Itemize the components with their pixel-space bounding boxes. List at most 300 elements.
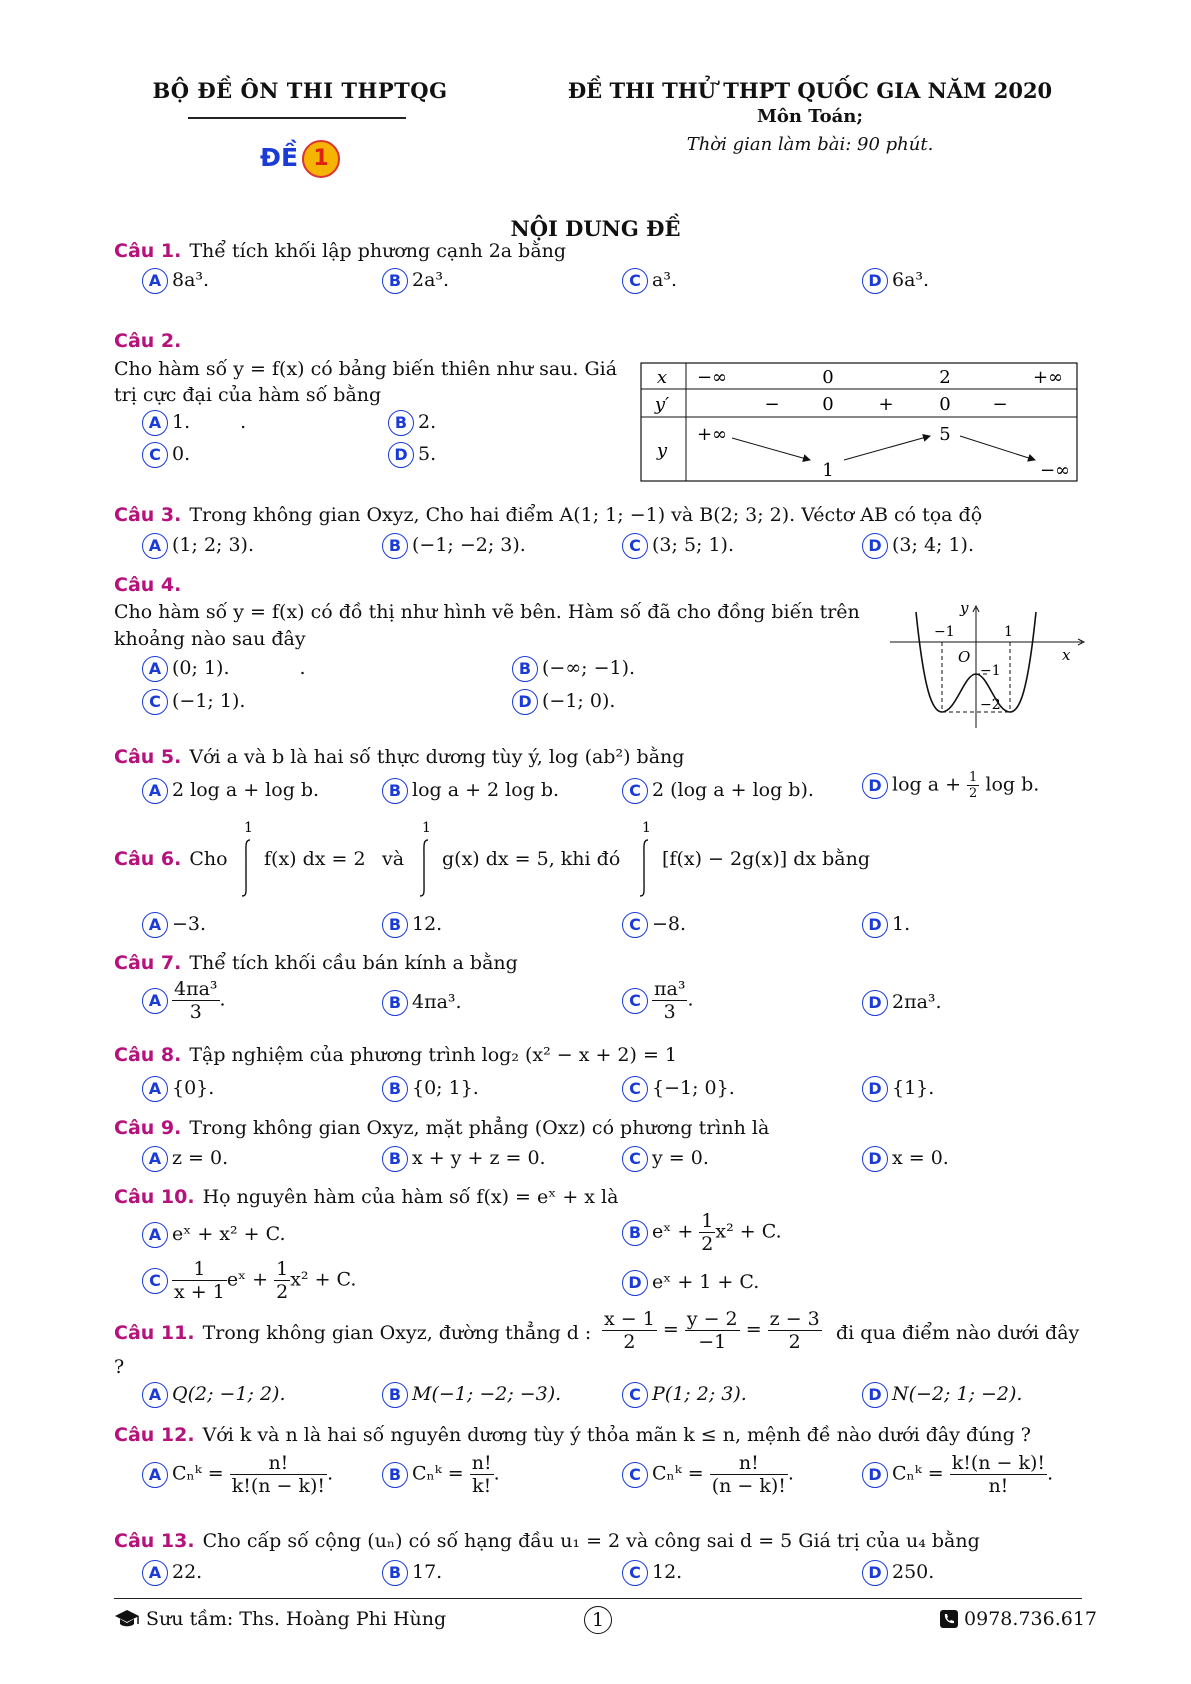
numerator: 1 (276, 1258, 289, 1280)
denominator: (n − k)! (711, 1475, 786, 1497)
option-text: x = 0. (892, 1147, 949, 1169)
q11-option-a[interactable] (142, 1382, 286, 1408)
question-11 (114, 1322, 591, 1344)
footer-author (114, 1608, 446, 1630)
option-letter: B (382, 912, 408, 938)
x-axis-label: x (1062, 646, 1071, 664)
integral-2: g(x) dx = 5, khi đó (442, 848, 621, 870)
question-text: Với a và b là hai số thực dương tùy ý, log (ab²) bằng (189, 746, 685, 768)
question-label: Câu 12. (114, 1424, 195, 1446)
option-letter: C (622, 988, 648, 1014)
q13-option-a[interactable] (142, 1560, 202, 1586)
option-letter: C (622, 1462, 648, 1488)
option-text: log b. (979, 773, 1040, 796)
q5-option-b[interactable] (382, 778, 559, 804)
q7-option-a[interactable] (142, 978, 226, 1023)
option-letter: A (142, 410, 168, 436)
q4-option-a[interactable] (142, 656, 306, 682)
option-letter: D (862, 773, 888, 799)
decrease-arrow (732, 438, 810, 460)
q9-option-d[interactable] (862, 1146, 949, 1172)
option-letter: A (142, 1382, 168, 1408)
punctuation: . (687, 988, 694, 1011)
option-letter: A (142, 533, 168, 559)
option-text: −3. (172, 913, 207, 935)
header-time: Thời gian làm bài: 90 phút. (686, 134, 934, 155)
y-axis-label: y (960, 600, 969, 617)
option-letter: C (622, 533, 648, 559)
numerator: 4πa³ (174, 978, 218, 1000)
question-13 (114, 1530, 980, 1552)
question-5 (114, 746, 684, 768)
q6-option-c[interactable] (622, 912, 686, 938)
integral-stroke (420, 840, 428, 896)
question-label: Câu 13. (114, 1530, 195, 1552)
q4-option-b[interactable] (512, 656, 635, 682)
option-letter: A (142, 1560, 168, 1586)
option-letter: B (382, 1560, 408, 1586)
equals: = (662, 1318, 679, 1341)
question-8 (114, 1044, 677, 1066)
q12-option-a[interactable] (142, 1452, 333, 1497)
option-text: (−1; 1). (172, 690, 246, 712)
option-text: eˣ + 1 + C. (652, 1271, 760, 1293)
option-text: x + y + z = 0. (412, 1147, 546, 1169)
numerator: πa³ (654, 978, 686, 1000)
denominator: 2 (623, 1331, 636, 1353)
exam-number: 1 (302, 140, 340, 178)
option-letter: C (622, 1382, 648, 1408)
option-text: 22. (172, 1561, 203, 1583)
header-divider (188, 117, 406, 119)
q12-option-b[interactable] (382, 1452, 500, 1497)
q10-option-d[interactable] (622, 1270, 759, 1296)
option-text: {−1; 0}. (652, 1077, 735, 1099)
q10-option-a[interactable] (142, 1222, 286, 1248)
q8-option-c[interactable] (622, 1076, 735, 1102)
option-letter: C (142, 1268, 168, 1294)
sign: + (878, 394, 894, 415)
question-label: Câu 4. (114, 574, 182, 596)
option-letter: D (512, 689, 538, 715)
option-letter: D (862, 1462, 888, 1488)
q10-option-b[interactable] (622, 1210, 782, 1255)
option-text: {1}. (892, 1077, 935, 1099)
denominator: 3 (663, 1001, 676, 1023)
question-label: Câu 8. (114, 1044, 182, 1066)
option-letter: B (512, 656, 538, 682)
q2-option-a[interactable] (142, 410, 246, 436)
question-text: Tập nghiệm của phương trình log₂ (x² − x + 2) = 1 (189, 1044, 678, 1066)
denominator: k! (472, 1475, 492, 1497)
option-letter: A (142, 912, 168, 938)
stray-dot: . (299, 657, 306, 679)
option-letter: A (142, 268, 168, 294)
option-letter: D (862, 1382, 888, 1408)
option-text: log a + (892, 773, 968, 796)
option-text: 1. (892, 913, 911, 935)
option-text: 12. (652, 1561, 683, 1583)
numerator: k!(n − k)! (951, 1452, 1046, 1474)
row-label-yprime: y′ (654, 394, 670, 415)
option-letter: B (382, 1462, 408, 1488)
option-text: Q(2; −1; 2). (172, 1383, 286, 1405)
integral-sign (232, 818, 262, 904)
q1-option-a[interactable] (142, 268, 209, 294)
option-text: (−1; −2; 3). (412, 534, 526, 556)
question-9 (114, 1117, 769, 1139)
punctuation: . (327, 1462, 334, 1485)
integral-3: [f(x) − 2g(x)] dx bằng (662, 848, 871, 870)
denominator: 2 (701, 1233, 714, 1255)
option-letter: B (382, 268, 408, 294)
q1-option-c[interactable] (622, 268, 677, 294)
binomial: Cₙᵏ = (652, 1462, 704, 1485)
q11-option-b[interactable] (382, 1382, 561, 1408)
option-text: 250. (892, 1561, 935, 1583)
q2-option-b[interactable] (388, 410, 436, 436)
option-letter: C (622, 1076, 648, 1102)
option-letter: D (862, 990, 888, 1016)
punctuation: . (219, 988, 226, 1011)
integral-sign (630, 818, 660, 904)
q11-option-c[interactable] (622, 1382, 747, 1408)
option-letter: C (622, 1146, 648, 1172)
q13-option-c[interactable] (622, 1560, 682, 1586)
q1-option-b[interactable] (382, 268, 449, 294)
question-4-text-line2: khoảng nào sau đây (114, 628, 306, 650)
question-label: Câu 5. (114, 746, 182, 768)
q6-option-d[interactable] (862, 912, 910, 938)
integral-sign (410, 818, 440, 904)
fraction (685, 1308, 740, 1353)
option-text: eˣ + (652, 1220, 700, 1243)
fraction (652, 978, 687, 1023)
q9-option-c[interactable] (622, 1146, 709, 1172)
numerator: 1 (969, 770, 978, 785)
footer-divider (114, 1598, 1082, 1599)
fraction (470, 1452, 494, 1497)
option-text: 2 log a + log b. (172, 779, 320, 801)
q4-option-c[interactable] (142, 689, 245, 715)
fraction (950, 1452, 1047, 1497)
question-7 (114, 952, 518, 974)
option-text: z = 0. (172, 1147, 229, 1169)
option-text: N(−2; 1; −2). (892, 1383, 1023, 1405)
option-letter: A (142, 1076, 168, 1102)
question-label: Câu 10. (114, 1186, 195, 1208)
option-text: (−∞; −1). (542, 657, 636, 679)
option-text: eˣ + x² + C. (172, 1223, 286, 1245)
question-text: Thể tích khối cầu bán kính a bằng (189, 952, 518, 974)
option-letter: A (142, 1222, 168, 1248)
decrease-arrow (960, 436, 1035, 460)
y-value: 5 (939, 424, 951, 445)
option-text: (3; 4; 1). (892, 534, 975, 556)
fraction (710, 1452, 788, 1497)
footer-phone (940, 1608, 1097, 1630)
question-label: Câu 7. (114, 952, 182, 974)
q9-option-a[interactable] (142, 1146, 228, 1172)
sign: − (764, 394, 780, 415)
question-text: Trong không gian Oxyz, mặt phẳng (Oxz) có phương trình là (189, 1117, 770, 1139)
exam-number-badge (260, 140, 340, 178)
q7-option-b[interactable] (382, 990, 462, 1016)
option-text: P(1; 2; 3). (652, 1383, 747, 1405)
question-label: Câu 2. (114, 330, 182, 352)
binomial: Cₙᵏ = (172, 1462, 224, 1485)
header-left-title: BỘ ĐỀ ÔN THI THPTQG (152, 78, 448, 103)
fraction (602, 1308, 657, 1353)
option-text: 2πa³. (892, 991, 942, 1013)
question-12 (114, 1424, 1031, 1446)
option-text: a³. (652, 269, 677, 291)
upper-limit: 1 (244, 820, 253, 836)
binomial: Cₙᵏ = (892, 1462, 944, 1485)
y-value: +∞ (696, 424, 728, 445)
sign: 0 (822, 394, 834, 415)
x-value: 2 (939, 367, 951, 388)
option-text: 8a³. (172, 269, 210, 291)
denominator: n! (988, 1475, 1009, 1497)
question-text: Trong không gian Oxyz, đường thẳng d : (202, 1322, 592, 1344)
page-number: 1 (584, 1606, 612, 1634)
q9-option-b[interactable] (382, 1146, 546, 1172)
denominator: 3 (189, 1001, 202, 1023)
numerator: y − 2 (686, 1308, 738, 1330)
question-text: Họ nguyên hàm của hàm số f(x) = eˣ + x là (202, 1186, 619, 1208)
function-graph (886, 600, 1086, 732)
fraction (967, 770, 979, 801)
option-letter: B (382, 778, 408, 804)
option-text: (1; 2; 3). (172, 534, 255, 556)
q5-option-d[interactable] (862, 770, 1039, 801)
fraction (172, 978, 220, 1023)
denominator: 2 (276, 1281, 289, 1303)
stray-dot: . (240, 411, 247, 433)
tick-label: −1 (980, 663, 1001, 679)
option-letter: A (142, 656, 168, 682)
option-letter: B (382, 990, 408, 1016)
option-letter: C (622, 912, 648, 938)
option-letter: C (622, 778, 648, 804)
q13-option-d[interactable] (862, 1560, 934, 1586)
variation-table (640, 362, 1080, 484)
option-letter: D (622, 1270, 648, 1296)
question-2-text-line2: trị cực đại của hàm số bằng (114, 384, 382, 406)
option-letter: A (142, 778, 168, 804)
q10-option-c[interactable] (142, 1258, 356, 1303)
binomial: Cₙᵏ = (412, 1462, 464, 1485)
option-text: 0. (172, 443, 191, 465)
q13-option-b[interactable] (382, 1560, 442, 1586)
y-value: −∞ (1039, 460, 1071, 481)
q3-option-a[interactable] (142, 533, 254, 559)
option-letter: D (862, 533, 888, 559)
q8-option-a[interactable] (142, 1076, 214, 1102)
option-text: {0; 1}. (412, 1077, 479, 1099)
option-letter: A (142, 988, 168, 1014)
punctuation: . (493, 1462, 500, 1485)
option-text: 1. (172, 411, 191, 433)
question-4-text-line1: Cho hàm số y = f(x) có đồ thị như hình vẽ bên. Hàm số đã cho đồng biến trên (114, 601, 860, 623)
question-text: Thể tích khối lập phương cạnh 2a bằng (189, 240, 567, 262)
q2-option-c[interactable] (142, 442, 190, 468)
denominator: 2 (788, 1331, 801, 1353)
option-text: (3; 5; 1). (652, 534, 735, 556)
denominator: −1 (698, 1331, 727, 1353)
q7-option-d[interactable] (862, 990, 942, 1016)
question-text: Trong không gian Oxyz, Cho hai điểm A(1; 1; −1) và B(2; 3; 2). Véctơ AB có tọa độ (189, 504, 983, 526)
integral-1: f(x) dx = 2 (264, 848, 366, 870)
denominator: k!(n − k)! (231, 1475, 326, 1497)
option-letter: D (862, 1560, 888, 1586)
question-text: đi qua điểm nào dưới đây (836, 1322, 1080, 1344)
fraction (768, 1308, 822, 1353)
option-letter: B (382, 1146, 408, 1172)
question-2 (114, 330, 189, 352)
q6-option-b[interactable] (382, 912, 442, 938)
graduation-cap-icon (114, 1609, 140, 1627)
q7-option-c[interactable] (622, 978, 693, 1023)
option-letter: C (142, 442, 168, 468)
question-text: Cho (189, 848, 228, 870)
q12-option-d[interactable] (862, 1452, 1053, 1497)
upper-limit: 1 (642, 820, 651, 836)
phone-icon (940, 1610, 958, 1628)
option-letter: C (622, 268, 648, 294)
option-text: eˣ + (226, 1268, 275, 1291)
q12-option-c[interactable] (622, 1452, 794, 1497)
option-letter: A (142, 1146, 168, 1172)
option-letter: B (382, 533, 408, 559)
denominator: x + 1 (174, 1281, 225, 1303)
option-text: 17. (412, 1561, 443, 1583)
numerator: 1 (701, 1210, 714, 1232)
option-letter: D (862, 1146, 888, 1172)
option-text: M(−1; −2; −3). (412, 1383, 562, 1405)
q2-option-d[interactable] (388, 442, 436, 468)
tick-label: −2 (980, 697, 1001, 713)
q3-option-c[interactable] (622, 533, 734, 559)
option-letter: D (862, 912, 888, 938)
q6-option-a[interactable] (142, 912, 206, 938)
option-text: 2 (log a + log b). (652, 779, 814, 801)
numerator: 1 (172, 1258, 227, 1281)
option-letter: B (622, 1220, 648, 1246)
option-text: 6a³. (892, 269, 930, 291)
option-text: {0}. (172, 1077, 215, 1099)
line-equation (602, 1308, 822, 1353)
author-text: Sưu tầm: Ths. Hoàng Phi Hùng (146, 1608, 447, 1630)
fraction (274, 1258, 290, 1303)
option-letter: B (382, 1382, 408, 1408)
numerator: n! (710, 1452, 788, 1475)
fraction (699, 1210, 715, 1255)
option-letter: B (382, 1076, 408, 1102)
option-text: x² + C. (290, 1268, 357, 1291)
option-letter: D (388, 442, 414, 468)
q5-option-c[interactable] (622, 778, 814, 804)
option-text: −8. (652, 913, 687, 935)
option-text: y = 0. (652, 1147, 709, 1169)
q3-option-d[interactable] (862, 533, 974, 559)
integral-stroke (640, 840, 648, 896)
integral-stroke (242, 840, 250, 896)
option-text: (−1; 0). (542, 690, 616, 712)
option-text: 12. (412, 913, 443, 935)
tick-label: −1 (934, 624, 955, 640)
punctuation: . (787, 1462, 794, 1485)
question-10 (114, 1186, 618, 1208)
question-label: Câu 9. (114, 1117, 182, 1139)
section-title: NỘI DUNG ĐỀ (510, 216, 681, 241)
row-label-x: x (656, 367, 668, 388)
option-letter: D (862, 268, 888, 294)
x-value: 0 (822, 367, 834, 388)
question-2-text-line1: Cho hàm số y = f(x) có bảng biến thiên như sau. Giá (114, 358, 618, 380)
option-text: 5. (418, 443, 437, 465)
question-label: Câu 6. (114, 848, 182, 870)
q8-option-d[interactable] (862, 1076, 934, 1102)
phone-text: 0978.736.617 (964, 1608, 1098, 1630)
q1-option-d[interactable] (862, 268, 929, 294)
question-label: Câu 1. (114, 240, 182, 262)
option-letter: B (388, 410, 414, 436)
option-text: 2a³. (412, 269, 450, 291)
header-right-title: ĐỀ THI THỬ THPT QUỐC GIA NĂM 2020 (567, 78, 1053, 103)
equals: = (745, 1318, 762, 1341)
question-label: Câu 11. (114, 1322, 195, 1344)
sign: − (992, 394, 1008, 415)
question-text: Với k và n là hai số nguyên dương tùy ý thỏa mãn k ≤ n, mệnh đề nào dưới đây đúng ? (202, 1424, 1031, 1446)
denominator: 2 (969, 786, 978, 801)
q3-option-b[interactable] (382, 533, 526, 559)
question-1 (114, 240, 566, 262)
tick-label: 1 (1004, 624, 1013, 640)
upper-limit: 1 (422, 820, 431, 836)
origin-label: O (958, 648, 971, 666)
punctuation: . (1047, 1462, 1054, 1485)
increase-arrow (844, 436, 930, 460)
y-value: 1 (822, 460, 834, 481)
option-text: log a + 2 log b. (412, 779, 560, 801)
question-3 (114, 504, 982, 526)
question-6 (114, 848, 228, 870)
q8-option-b[interactable] (382, 1076, 479, 1102)
option-letter: C (622, 1560, 648, 1586)
option-text: 2. (418, 411, 437, 433)
fraction (230, 1452, 327, 1497)
numerator: x − 1 (604, 1308, 655, 1330)
option-text: x² + C. (715, 1220, 782, 1243)
option-letter: A (142, 1462, 168, 1488)
option-letter: D (862, 1076, 888, 1102)
exam-label: ĐỀ (260, 143, 299, 172)
header-subject: Môn Toán; (756, 106, 863, 127)
x-value: −∞ (696, 367, 728, 388)
option-text: 4πa³. (412, 991, 462, 1013)
numerator: n! (471, 1452, 492, 1474)
question-text: Cho cấp số cộng (uₙ) có số hạng đầu u₁ = 2 và công sai d = 5 Giá trị của u₄ bằng (202, 1530, 980, 1552)
q5-option-a[interactable] (142, 778, 319, 804)
option-text: (0; 1). (172, 657, 230, 679)
numerator: n! (230, 1452, 327, 1475)
sign: 0 (939, 394, 951, 415)
q11-option-d[interactable] (862, 1382, 1022, 1408)
q4-option-d[interactable] (512, 689, 615, 715)
option-letter: C (142, 689, 168, 715)
